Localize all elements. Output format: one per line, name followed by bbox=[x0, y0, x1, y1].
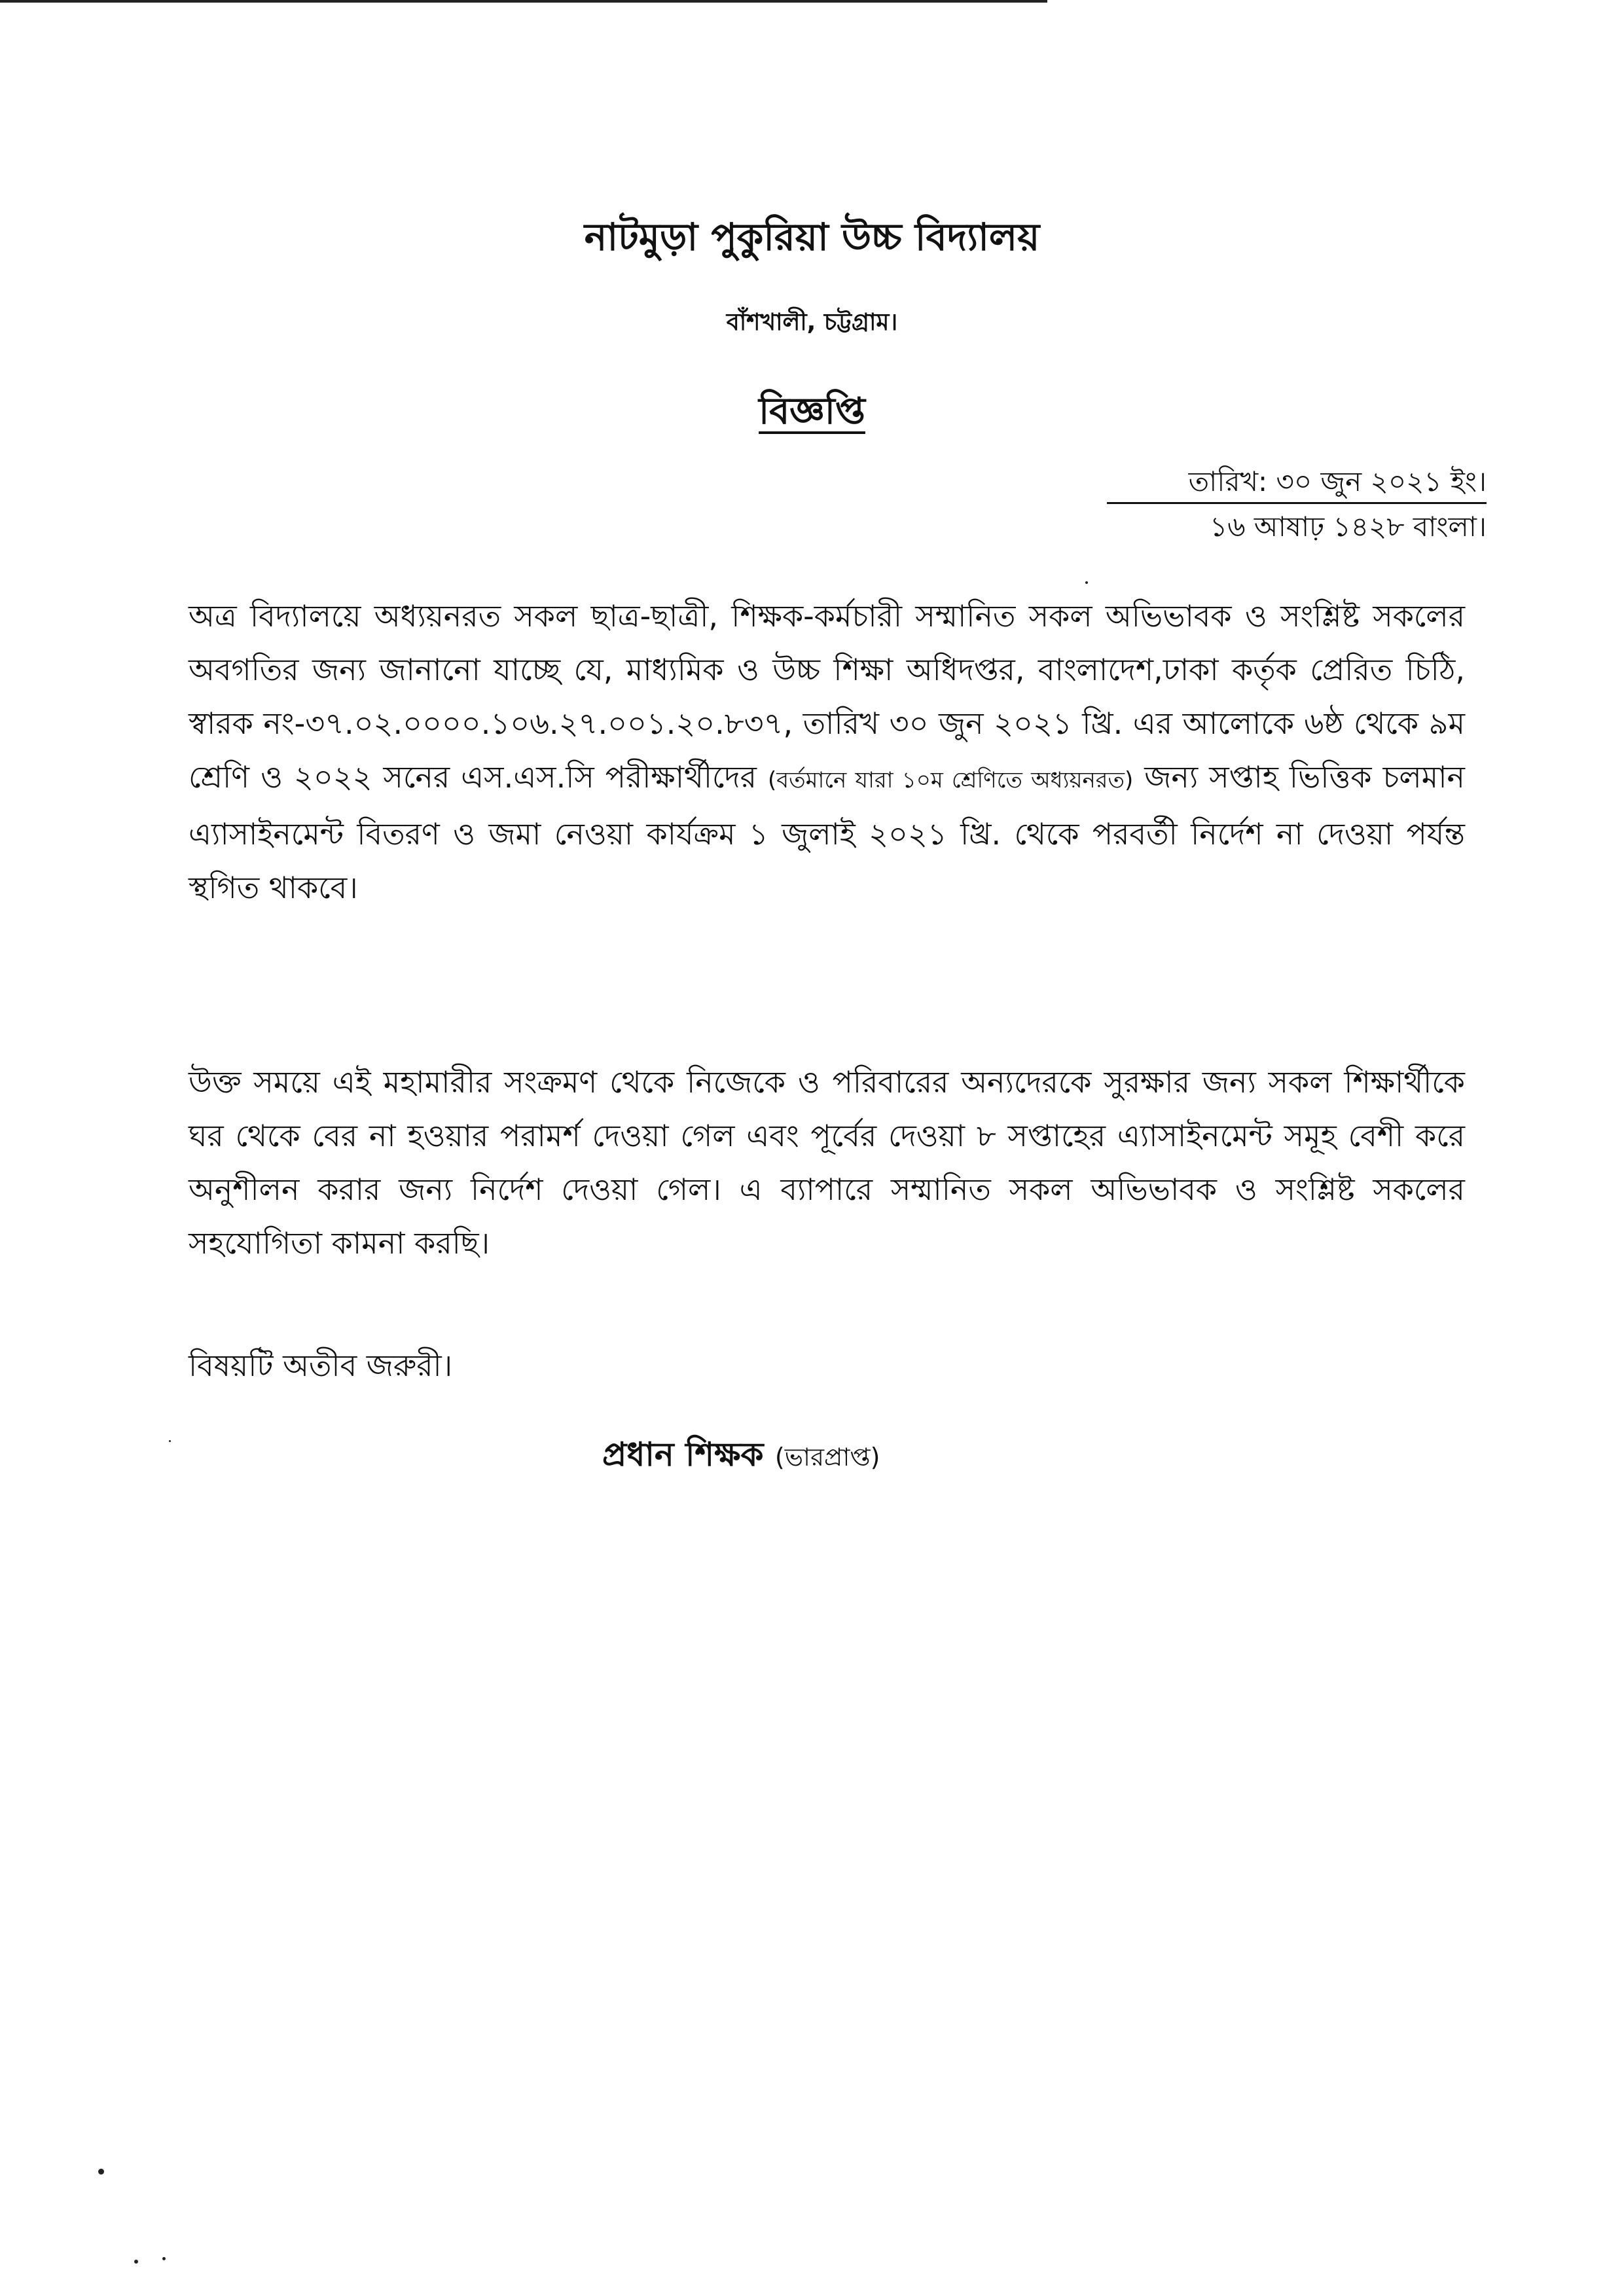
scan-speck bbox=[169, 1440, 171, 1442]
signature-title: প্রধান শিক্ষক bbox=[602, 1436, 764, 1473]
paragraph-1-start: অত্র বিদ্যালয়ে অধ্যয়নরত সকল ছাত্র-ছাত্রী, শিক্ষক-কর্মচারী সম্মানিত সকল অভিভাবক ও সংশ্লিষ্ট সকলের অবগতির জন্য জানানো যাচ্ছে যে, মাধ্যমিক ও উচ্চ শিক্ষা অধিদপ্তর, বাংলাদেশ,ঢাকা কর্তৃক প্রেরিত চিঠি, স্বারক নং-৩৭.০২.০০০০.১০৬.২৭.০০১.২০.৮৩৭, তারিখ ৩০ জুন ২০২১ খ্রি. এর আলোকে ৬ষ্ঠ থেকে ৯ম শ্রেণি ও ২০২২ সনের এস.এস.সি পরীক্ষার্থীদের bbox=[189, 598, 1465, 795]
paragraph-1-note: (বর্তমানে যারা ১০ম শ্রেণিতে অধ্যয়নরত) bbox=[767, 767, 1134, 793]
notice-paragraph-1 bbox=[189, 589, 1465, 914]
gregorian-date: তারিখ: ৩০ জুন ২০২১ ইং। bbox=[1188, 465, 1487, 497]
scan-speck bbox=[134, 2260, 138, 2264]
notice-paragraph-3: বিষয়টি অতীব জরুরী। bbox=[189, 1348, 453, 1383]
school-name: নাটমুড়া পুকুরিয়া উচ্চ বিদ্যালয় bbox=[584, 215, 1040, 259]
school-address: বাঁশখালী, চট্টগ্রাম। bbox=[726, 309, 898, 336]
scan-speck bbox=[1085, 581, 1088, 584]
scan-speck bbox=[162, 2257, 166, 2260]
signature-block bbox=[602, 1430, 880, 1485]
scan-speck bbox=[98, 2169, 104, 2175]
notice-paragraph-2: উক্ত সময়ে এই মহামারীর সংক্রমণ থেকে নিজেকে ও পরিবারের অন্যদেরকে সুরক্ষার জন্য সকল শিক্ষার্থীকে ঘর থেকে বের না হওয়ার পরামর্শ দেওয়া গেল এবং পূর্বের দেওয়া ৮ সপ্তাহের এ্যাসাইনমেন্ট সমূহ বেশী করে অনুশীলন করার জন্য নির্দেশ দেওয়া গেল। এ ব্যাপারে সম্মানিত সকল অভিভাবক ও সংশ্লিষ্ট সকলের সহযোগিতা কামনা করছি। bbox=[189, 1064, 1465, 1261]
bangla-date: ১৬ আষাঢ় ১৪২৮ বাংলা। bbox=[1209, 511, 1487, 543]
signature-role-note: (ভারপ্রাপ্ত) bbox=[774, 1443, 880, 1472]
notice-title bbox=[0, 383, 1624, 444]
paragraph-1-end: জন্য সপ্তাহ ভিত্তিক চলমান এ্যাসাইনমেন্ট বিতরণ ও জমা নেওয়া কার্যক্রম ১ জুলাই ২০২১ খ্রি. থেকে পরবর্তী নির্দেশ না দেওয়া পর্যন্ত স্থগিত থাকবে। bbox=[189, 759, 1466, 905]
notice-title-text: বিজ্ঞপ্তি bbox=[759, 390, 865, 433]
scan-edge-line bbox=[0, 0, 1047, 3]
date-block bbox=[1094, 465, 1487, 543]
